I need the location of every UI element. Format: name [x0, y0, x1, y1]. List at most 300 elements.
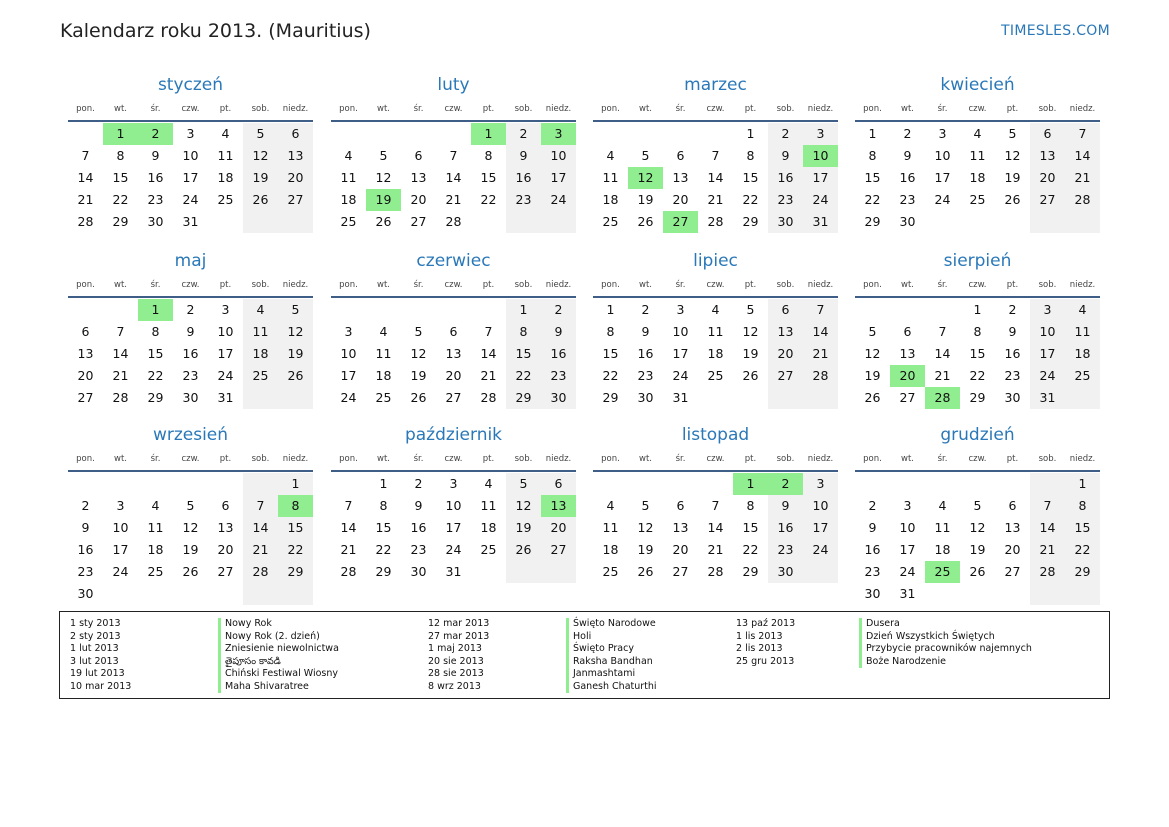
day-cell: 31	[899, 586, 916, 601]
day-cell: 24	[934, 192, 951, 207]
day-cell: 17	[934, 170, 951, 185]
day-cell: 2	[81, 498, 90, 513]
weekday-header: niedz.	[1069, 454, 1096, 464]
weekday-header: pon.	[601, 104, 620, 114]
day-cell: 15	[742, 170, 759, 185]
day-cell: 24	[812, 542, 829, 557]
day-cell: 4	[973, 126, 982, 141]
day-cell: 17	[550, 170, 567, 185]
weekday-header: niedz.	[282, 104, 309, 114]
day-cell: 11	[147, 520, 164, 535]
day-cell: 14	[1039, 520, 1056, 535]
day-cell: 25	[147, 564, 164, 579]
day-cell: 23	[410, 542, 427, 557]
day-cell: 25	[217, 192, 234, 207]
day-cell: 31	[672, 390, 689, 405]
weekday-header: wt.	[114, 454, 127, 464]
weekday-header: wt.	[639, 280, 652, 290]
weekday-header: śr.	[675, 104, 686, 114]
day-cell: 25	[375, 390, 392, 405]
day-cell: 10	[445, 498, 462, 513]
day-cell: 16	[515, 170, 532, 185]
day-cell: 3	[449, 476, 458, 491]
weekday-header: pon.	[863, 280, 882, 290]
weekday-header: wt.	[639, 454, 652, 464]
day-cell: 1	[606, 302, 615, 317]
weekday-header: pon.	[76, 454, 95, 464]
day-cell: 15	[1074, 520, 1091, 535]
legend-date: 3 lut 2013	[70, 655, 119, 667]
day-cell: 7	[81, 148, 90, 163]
day-cell: 28	[77, 214, 94, 229]
day-cell: 17	[445, 520, 462, 535]
month-calendar	[855, 425, 1100, 605]
weekday-header: niedz.	[545, 454, 572, 464]
day-cell: 28	[812, 368, 829, 383]
day-cell: 25	[969, 192, 986, 207]
day-cell: 27	[672, 564, 689, 579]
day-cell: 3	[116, 498, 125, 513]
legend-date: 20 sie 2013	[428, 655, 484, 667]
day-cell: 14	[934, 346, 951, 361]
weekday-header: wt.	[114, 280, 127, 290]
legend-date: 27 mar 2013	[428, 630, 490, 642]
day-cell: 22	[287, 542, 304, 557]
day-cell: 26	[969, 564, 986, 579]
legend-names-1	[218, 618, 339, 693]
header-divider	[593, 120, 838, 122]
legend-dates-3	[736, 618, 795, 668]
day-cell: 20	[445, 368, 462, 383]
month-name: czerwiec	[416, 251, 491, 271]
day-cell: 14	[252, 520, 269, 535]
month-calendar	[331, 75, 576, 233]
day-cell: 23	[515, 192, 532, 207]
day-cell: 29	[602, 390, 619, 405]
day-cell: 6	[781, 302, 790, 317]
holiday-legend	[59, 611, 1110, 699]
month-name: styczeń	[157, 75, 224, 95]
day-cell: 31	[445, 564, 462, 579]
day-cell: 4	[151, 498, 160, 513]
month-calendar	[331, 251, 576, 409]
day-cell: 3	[938, 126, 947, 141]
day-cell: 21	[480, 368, 497, 383]
day-cell: 23	[899, 192, 916, 207]
weekday-header: pt.	[482, 104, 495, 114]
day-cell: 23	[637, 368, 654, 383]
header-divider	[331, 296, 576, 298]
month-name: listopad	[681, 425, 750, 445]
day-cell: 24	[112, 564, 129, 579]
day-cell: 28	[1074, 192, 1091, 207]
legend-holiday-name: Boże Narodzenie	[859, 656, 1032, 669]
day-cell: 25	[707, 368, 724, 383]
day-cell: 16	[777, 170, 794, 185]
weekday-header: pt.	[744, 104, 757, 114]
day-cell: 26	[1004, 192, 1021, 207]
day-cell: 18	[934, 542, 951, 557]
day-cell: 6	[221, 498, 230, 513]
weekday-header: sob.	[1038, 454, 1057, 464]
day-cell: 18	[375, 368, 392, 383]
weekday-header: śr.	[937, 454, 948, 464]
day-cell: 29	[375, 564, 392, 579]
day-cell: 20	[672, 192, 689, 207]
header-divider	[593, 470, 838, 472]
day-cell: 3	[221, 302, 230, 317]
day-cell: 19	[969, 542, 986, 557]
legend-date: 2 lis 2013	[736, 643, 783, 654]
day-cell: 18	[602, 192, 619, 207]
day-cell: 5	[291, 302, 300, 317]
weekday-header: pon.	[339, 104, 358, 114]
legend-date: 1 sty 2013	[70, 618, 121, 629]
weekday-header: pon.	[339, 280, 358, 290]
day-cell: 15	[515, 346, 532, 361]
day-cell: 15	[112, 170, 129, 185]
day-cell: 3	[676, 302, 685, 317]
day-cell: 8	[116, 148, 125, 163]
day-cell: 14	[1074, 148, 1091, 163]
weekday-header: wt.	[901, 454, 914, 464]
day-cell: 20	[217, 542, 234, 557]
day-cell: 4	[606, 148, 615, 163]
legend-names-3	[859, 618, 1032, 668]
weekday-header: czw.	[968, 280, 987, 290]
day-cell: 8	[606, 324, 615, 339]
day-cell: 3	[903, 498, 912, 513]
day-cell: 16	[899, 170, 916, 185]
holiday-day-cell: 8	[278, 495, 313, 517]
day-cell: 11	[602, 520, 619, 535]
day-cell: 11	[969, 148, 986, 163]
day-cell: 11	[934, 520, 951, 535]
day-cell: 28	[252, 564, 269, 579]
weekday-header: śr.	[413, 280, 424, 290]
header-divider	[68, 470, 313, 472]
day-cell: 22	[1074, 542, 1091, 557]
day-cell: 6	[903, 324, 912, 339]
day-cell: 29	[742, 214, 759, 229]
weekday-header: niedz.	[282, 280, 309, 290]
day-cell: 1	[291, 476, 300, 491]
brand-link[interactable]: TIMESLES.COM	[1001, 23, 1110, 39]
day-cell: 24	[445, 542, 462, 557]
day-cell: 7	[1078, 126, 1087, 141]
day-cell: 4	[938, 498, 947, 513]
day-cell: 7	[484, 324, 493, 339]
month-calendar	[68, 425, 313, 605]
day-cell: 20	[1004, 542, 1021, 557]
month-name: marzec	[684, 75, 747, 95]
legend-holiday-name: Nowy Rok	[218, 618, 339, 631]
weekday-header: niedz.	[807, 280, 834, 290]
day-cell: 18	[217, 170, 234, 185]
day-cell: 24	[1039, 368, 1056, 383]
day-cell: 22	[602, 368, 619, 383]
day-cell: 4	[379, 324, 388, 339]
month-name: grudzień	[940, 425, 1015, 445]
day-cell: 4	[1078, 302, 1087, 317]
day-cell: 15	[864, 170, 881, 185]
weekday-header: śr.	[150, 280, 161, 290]
weekday-header: sob.	[776, 454, 795, 464]
weekday-header: śr.	[937, 280, 948, 290]
day-cell: 10	[1039, 324, 1056, 339]
day-cell: 10	[672, 324, 689, 339]
day-cell: 12	[515, 498, 532, 513]
day-cell: 23	[864, 564, 881, 579]
day-cell: 12	[864, 346, 881, 361]
day-cell: 26	[742, 368, 759, 383]
day-cell: 27	[1004, 564, 1021, 579]
day-cell: 15	[480, 170, 497, 185]
day-cell: 19	[637, 192, 654, 207]
day-cell: 18	[480, 520, 497, 535]
weekday-header: sob.	[776, 104, 795, 114]
day-cell: 22	[515, 368, 532, 383]
weekday-header: pon.	[76, 280, 95, 290]
day-cell: 6	[1008, 498, 1017, 513]
day-cell: 23	[777, 192, 794, 207]
day-cell: 26	[637, 564, 654, 579]
day-cell: 6	[1043, 126, 1052, 141]
day-cell: 30	[1004, 390, 1021, 405]
day-cell: 9	[151, 148, 160, 163]
day-cell: 9	[414, 498, 423, 513]
day-cell: 12	[252, 148, 269, 163]
day-cell: 23	[777, 542, 794, 557]
day-cell: 29	[112, 214, 129, 229]
weekday-header: pt.	[1006, 280, 1019, 290]
day-cell: 9	[554, 324, 563, 339]
day-cell: 22	[969, 368, 986, 383]
day-cell: 12	[742, 324, 759, 339]
day-cell: 21	[112, 368, 129, 383]
header-divider	[331, 120, 576, 122]
day-cell: 22	[864, 192, 881, 207]
holiday-day-cell: 2	[138, 123, 173, 145]
day-cell: 15	[742, 520, 759, 535]
weekday-header: sob.	[776, 280, 795, 290]
month-name: kwiecień	[940, 75, 1015, 95]
day-cell: 11	[375, 346, 392, 361]
day-cell: 23	[77, 564, 94, 579]
legend-date: 12 mar 2013	[428, 618, 490, 629]
day-cell: 13	[777, 324, 794, 339]
holiday-day-cell: 27	[663, 211, 698, 233]
day-cell: 5	[868, 324, 877, 339]
day-cell: 17	[1039, 346, 1056, 361]
weekday-header: śr.	[150, 104, 161, 114]
day-cell: 12	[375, 170, 392, 185]
day-cell: 13	[1004, 520, 1021, 535]
day-cell: 3	[344, 324, 353, 339]
day-cell: 28	[340, 564, 357, 579]
legend-holiday-name: Holi	[566, 631, 657, 644]
day-cell: 12	[410, 346, 427, 361]
weekday-header: niedz.	[1069, 104, 1096, 114]
day-cell: 13	[672, 170, 689, 185]
weekday-header: pt.	[219, 454, 232, 464]
day-cell: 21	[707, 192, 724, 207]
legend-holiday-name: Nowy Rok (2. dzień)	[218, 631, 339, 644]
day-cell: 13	[1039, 148, 1056, 163]
weekday-header: czw.	[706, 454, 725, 464]
month-calendar	[855, 251, 1100, 409]
day-cell: 14	[77, 170, 94, 185]
day-cell: 26	[252, 192, 269, 207]
weekday-header: niedz.	[282, 454, 309, 464]
day-cell: 19	[410, 368, 427, 383]
day-cell: 5	[641, 148, 650, 163]
day-cell: 15	[287, 520, 304, 535]
day-cell: 26	[287, 368, 304, 383]
day-cell: 13	[217, 520, 234, 535]
day-cell: 21	[445, 192, 462, 207]
day-cell: 5	[414, 324, 423, 339]
day-cell: 11	[707, 324, 724, 339]
holiday-day-cell: 20	[890, 365, 925, 387]
holiday-day-cell: 2	[768, 473, 803, 495]
day-cell: 30	[147, 214, 164, 229]
day-cell: 5	[973, 498, 982, 513]
day-cell: 8	[379, 498, 388, 513]
month-calendar	[593, 75, 838, 233]
day-cell: 5	[519, 476, 528, 491]
day-cell: 13	[287, 148, 304, 163]
holiday-day-cell: 1	[103, 123, 138, 145]
day-cell: 20	[550, 520, 567, 535]
day-cell: 21	[77, 192, 94, 207]
day-cell: 17	[340, 368, 357, 383]
weekday-header: wt.	[114, 104, 127, 114]
day-cell: 8	[868, 148, 877, 163]
day-cell: 16	[1004, 346, 1021, 361]
day-cell: 2	[641, 302, 650, 317]
day-cell: 24	[550, 192, 567, 207]
day-cell: 18	[707, 346, 724, 361]
day-cell: 7	[449, 148, 458, 163]
day-cell: 3	[186, 126, 195, 141]
day-cell: 11	[252, 324, 269, 339]
day-cell: 2	[1008, 302, 1017, 317]
day-cell: 25	[480, 542, 497, 557]
day-cell: 13	[899, 346, 916, 361]
day-cell: 16	[182, 346, 199, 361]
legend-holiday-name: తైపూసం కావడి	[218, 656, 339, 669]
day-cell: 1	[1078, 476, 1087, 491]
day-cell: 10	[182, 148, 199, 163]
weekday-header: niedz.	[545, 104, 572, 114]
legend-holiday-name: Dusera	[859, 618, 1032, 631]
day-cell: 25	[602, 564, 619, 579]
day-cell: 30	[777, 214, 794, 229]
day-cell: 6	[291, 126, 300, 141]
day-cell: 7	[711, 498, 720, 513]
day-cell: 4	[711, 302, 720, 317]
day-cell: 17	[812, 170, 829, 185]
weekday-header: śr.	[150, 454, 161, 464]
month-calendar	[331, 425, 576, 583]
day-cell: 29	[147, 390, 164, 405]
legend-names-2	[566, 618, 657, 693]
day-cell: 27	[217, 564, 234, 579]
holiday-day-cell: 12	[628, 167, 663, 189]
header-divider	[855, 470, 1100, 472]
day-cell: 3	[816, 476, 825, 491]
day-cell: 15	[147, 346, 164, 361]
day-cell: 3	[816, 126, 825, 141]
day-cell: 16	[864, 542, 881, 557]
day-cell: 29	[864, 214, 881, 229]
day-cell: 12	[287, 324, 304, 339]
weekday-header: niedz.	[807, 104, 834, 114]
weekday-header: czw.	[706, 104, 725, 114]
day-cell: 15	[375, 520, 392, 535]
day-cell: 22	[112, 192, 129, 207]
day-cell: 1	[746, 126, 755, 141]
day-cell: 17	[217, 346, 234, 361]
legend-holiday-name: Przybycie pracowników najemnych	[859, 643, 1032, 656]
day-cell: 7	[116, 324, 125, 339]
legend-dates-1	[70, 618, 131, 693]
day-cell: 24	[672, 368, 689, 383]
month-calendar	[593, 251, 838, 409]
day-cell: 17	[182, 170, 199, 185]
day-cell: 27	[1039, 192, 1056, 207]
weekday-header: czw.	[444, 280, 463, 290]
day-cell: 14	[445, 170, 462, 185]
day-cell: 29	[287, 564, 304, 579]
day-cell: 18	[1074, 346, 1091, 361]
weekday-header: czw.	[181, 454, 200, 464]
day-cell: 24	[217, 368, 234, 383]
day-cell: 30	[777, 564, 794, 579]
day-cell: 19	[1004, 170, 1021, 185]
day-cell: 9	[868, 520, 877, 535]
day-cell: 17	[672, 346, 689, 361]
holiday-day-cell: 1	[733, 473, 768, 495]
day-cell: 19	[182, 542, 199, 557]
day-cell: 18	[602, 542, 619, 557]
day-cell: 31	[182, 214, 199, 229]
weekday-header: śr.	[937, 104, 948, 114]
day-cell: 8	[151, 324, 160, 339]
weekday-header: pon.	[601, 280, 620, 290]
day-cell: 5	[379, 148, 388, 163]
legend-date: 8 wrz 2013	[428, 680, 481, 692]
day-cell: 16	[410, 520, 427, 535]
weekday-header: pon.	[601, 454, 620, 464]
legend-holiday-name: Dzień Wszystkich Świętych	[859, 631, 1032, 644]
day-cell: 8	[519, 324, 528, 339]
day-cell: 4	[484, 476, 493, 491]
day-cell: 1	[973, 302, 982, 317]
day-cell: 18	[252, 346, 269, 361]
day-cell: 13	[672, 520, 689, 535]
page-title: Kalendarz roku 2013. (Mauritius)	[60, 20, 371, 42]
month-name: lipiec	[693, 251, 738, 271]
day-cell: 21	[1074, 170, 1091, 185]
day-cell: 28	[480, 390, 497, 405]
day-cell: 22	[742, 192, 759, 207]
day-cell: 5	[186, 498, 195, 513]
weekday-header: pt.	[744, 280, 757, 290]
day-cell: 11	[480, 498, 497, 513]
day-cell: 28	[707, 214, 724, 229]
